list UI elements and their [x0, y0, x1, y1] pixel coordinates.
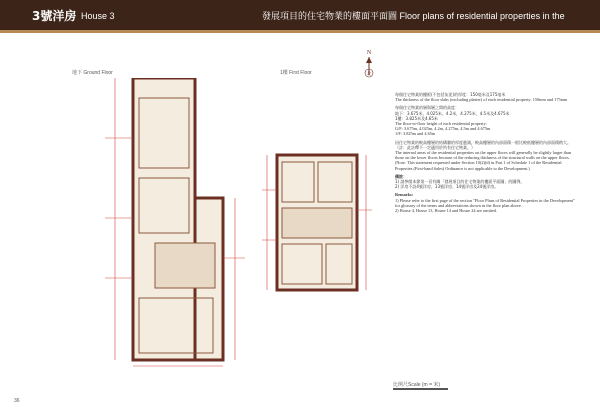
remarks-en-item-1: 1) Please refer to the first page of the section "Floor Plans of Residential Properties in the Development" for glossary of the terms and abbreviations shown in the floor plan above.	[395, 197, 575, 208]
remarks-en-heading: Remarks:	[395, 192, 414, 198]
section-title: 發展項目的住宅物業的樓面平面圖 Floor plans of residential properties in the development	[262, 11, 565, 53]
slab-thickness-en: The thickness of the floor slabs (excluding plaster) of each residential property: 150mm and 175mm	[395, 97, 568, 103]
ground-floor-plan	[105, 78, 255, 368]
remarks-en-item-2: 2) House 4, House 13, House 14 and House 24 are omitted.	[395, 208, 498, 214]
scale-label: 比例尺Scale (m = 米)	[393, 382, 441, 388]
internal-area-en: The internal areas of the residential properties on the upper floors will generally be slightly larger than those on the lower floors because of the reducing thickness of the structural walls on the upper floors. (Note: This statement requested under Section 10(2)(d) in Part 1 of Schedule 1 of the Residential Properties (First-hand Sales) Ordinance is not applicable to the Development.)	[395, 150, 572, 171]
notes-panel	[395, 92, 580, 216]
slab-thickness-zh: 每個住宅物業的樓板(不包括灰泥)的厚度：150毫米及175毫米	[395, 92, 506, 97]
page-number: 36	[14, 398, 20, 404]
house-title-en: House 3	[81, 11, 115, 21]
floor-height-en-values-2: 1/F: 3.825m and 4.65m	[395, 131, 436, 137]
house-title-zh: 3號洋房	[32, 9, 77, 23]
remarks-zh-item-1: 1) 請參閱本節第一頁有關「發展項目的住宅物業的樓面平面圖」的圖例。	[395, 179, 525, 185]
compass-zh: 北	[366, 72, 372, 77]
header-accent-line	[0, 30, 600, 33]
ground-floor-label: 地下 Ground Floor	[72, 70, 113, 76]
internal-area-zh: 因住宅物業的較高樓層的結構牆的厚度遞減，較高樓層的內部面積一般比較低樓層的內部面積稍大。（註：此註釋不一定適用於所有住宅物業。）	[395, 139, 571, 150]
floor-height-zh: 每個住宅物業的層與層之間的高度：	[395, 105, 459, 111]
north-compass-icon	[362, 47, 376, 79]
floor-height-en: The floor-to-floor height of each residential property:	[395, 121, 487, 127]
floor-height-en-values: G/F: 3.675m, 4.025m, 4.2m, 4.275m, 4.5m and 4.675m	[395, 126, 491, 132]
first-floor-label: 1樓 First Floor	[280, 70, 312, 76]
first-floor-plan	[262, 150, 372, 295]
floor-height-zh-values-2: 1樓：3.825米及4.65米	[395, 115, 438, 121]
floor-height-zh-values: 地下：3.675米，4.025米，4.2米，4.275米，4.5米及4.675米	[395, 110, 510, 116]
remarks-zh-heading: 備註：	[395, 173, 407, 179]
header-bar	[0, 0, 600, 53]
compass-letter: N	[366, 50, 372, 56]
remarks-zh-item-2: 2) 洋房不設4號洋房、13號洋房、14號洋房及24號洋房。	[395, 184, 499, 190]
scale-bar	[393, 388, 448, 390]
